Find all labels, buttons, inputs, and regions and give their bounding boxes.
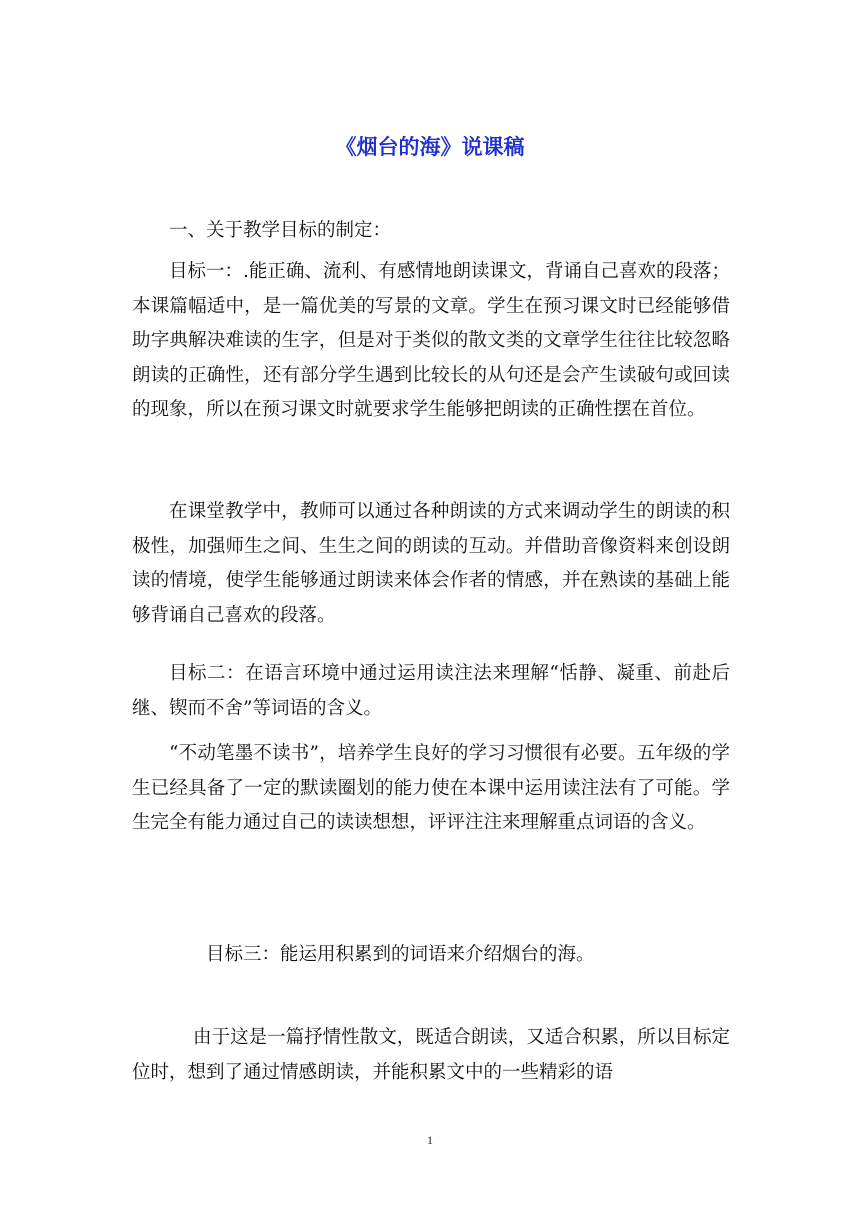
document-title: 《烟台的海》说课稿 xyxy=(335,134,525,159)
paragraph: 目标一：.能正确、流利、有感情地朗读课文，背诵自己喜欢的段落；本课篇幅适中，是一篇优美的写景的文章。学生在预习课文时已经能够借助字典解决难读的生字，但是对于类似的散文类的文章学生往往比较忽略朗读的正确性，还有部分学生遇到比较长的从句还是会产生读破句或回读的现象，所以在预习课文时就要求学生能够把朗读的正确性摆在首位。 xyxy=(132,261,730,420)
objective-two-paragraph xyxy=(132,657,730,726)
paragraph: 一、关于教学目标的制定： xyxy=(169,220,392,241)
paragraph: 目标二：在语言环境中通过运用读注法来理解“恬静、凝重、前赴后继、锲而不舍”等词语的含义。 xyxy=(132,663,730,719)
page-number: 1 xyxy=(427,1133,433,1147)
objective-one-paragraph xyxy=(132,255,730,428)
objective-three-paragraph xyxy=(132,938,730,973)
section-heading xyxy=(132,214,730,249)
reading-habit-paragraph xyxy=(132,737,730,841)
classroom-teaching-paragraph xyxy=(132,495,730,633)
paragraph: 由于这是一篇抒情性散文，既适合朗读，又适合积累，所以目标定位时，想到了通过情感朗读，并能积累文中的一些精彩的语 xyxy=(132,1027,730,1083)
paragraph: “不动笔墨不读书”，培养学生良好的学习习惯很有必要。五年级的学生已经具备了一定的默读圈划的能力使在本课中运用读注法有了可能。学生完全有能力通过自己的读读想想，评评注注来理解重点词语的含义。 xyxy=(132,743,730,833)
paragraph: 在课堂教学中，教师可以通过各种朗读的方式来调动学生的朗读的积极性，加强师生之间、生生之间的朗读的互动。并借助音像资料来创设朗读的情境，使学生能够通过朗读来体会作者的情感，并在熟读的基础上能够背诵自己喜欢的段落。 xyxy=(132,501,730,626)
paragraph: 目标三：能运用积累到的词语来介绍烟台的海。 xyxy=(206,944,595,965)
lyrical-prose-paragraph xyxy=(132,1021,730,1090)
